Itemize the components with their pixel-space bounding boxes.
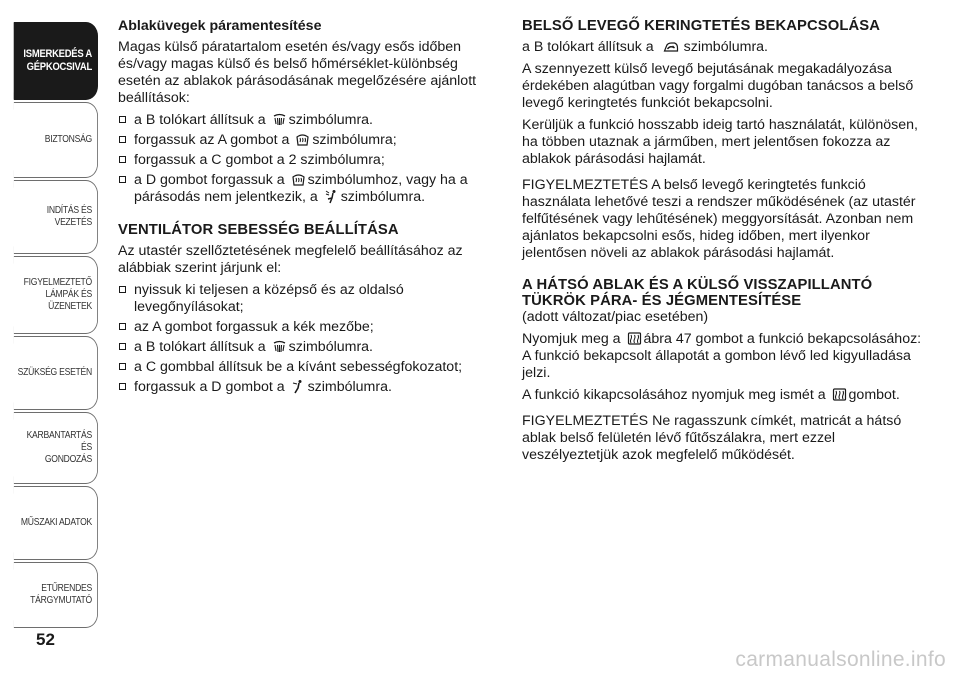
intro-paragraph: Az utastér szellőztetésének megfelelő beállításához az alábbiak szerint járjunk el: bbox=[118, 243, 463, 276]
paragraph-text: ábra 47 gombot a funkció bekapcsolásához: A funkció bekapcsolt állapotát a gombon lévő led kigyulladása jelzi. bbox=[522, 331, 922, 381]
tab-label: ISMERKEDÉS A GÉPKOCSIVAL bbox=[23, 48, 92, 73]
item-text: szimbólumra. bbox=[288, 112, 373, 128]
defrost-icon bbox=[291, 172, 306, 187]
item-text: szimbólumra; bbox=[312, 132, 397, 148]
fan-icon bbox=[272, 339, 287, 354]
checkbox-bullet-icon bbox=[119, 156, 126, 163]
paragraph bbox=[522, 39, 922, 56]
paragraph-text: Nyomjuk meg a bbox=[522, 331, 625, 347]
warning-paragraph: FIGYELMEZTETÉS A belső levegő keringtetés funkció használata lehetővé teszi a rendszer működésének (az utastér felfűtésének vagy lehűtésének) meggyorsítását. Azonban nem ajánlatos bekapcsolni esős, hideg időben, mert ilyenkor jelentősen növeli az ablakok párásodási hajlamát. bbox=[522, 177, 916, 261]
tab-label: KARBANTARTÁS ÉS GONDOZÁS bbox=[26, 430, 92, 465]
checkbox-bullet-icon bbox=[119, 176, 126, 183]
item-text: forgassuk az A gombot a bbox=[134, 132, 294, 148]
paragraph bbox=[522, 331, 922, 382]
item-text: szimbólumra. bbox=[340, 189, 426, 205]
list-item bbox=[118, 152, 503, 169]
tab-targymutato[interactable] bbox=[14, 562, 98, 628]
intro-paragraph: Magas külső páratartalom esetén és/vagy esős időben és/vagy magas külső és belső hőmérséklet-különbség esetén az ablakok párásodásának megelőzésére ajánlott beállítások: bbox=[118, 39, 477, 106]
paragraph-text: a B tolókart állítsuk a bbox=[522, 39, 658, 55]
item-text: a D gombot forgassuk a bbox=[134, 172, 289, 188]
paragraph-text: gombot. bbox=[848, 387, 900, 403]
tab-label: MŰSZAKI ADATOK bbox=[20, 517, 92, 528]
tab-label: SZÜKSÉG ESETÉN bbox=[17, 367, 92, 378]
list-item bbox=[118, 172, 503, 206]
face-vent-icon bbox=[291, 379, 306, 394]
paragraph-text: szimbólumra. bbox=[683, 39, 768, 55]
rear-defrost-icon bbox=[627, 331, 642, 346]
tab-label: INDÍTÁS ÉS VEZETÉS bbox=[46, 205, 92, 228]
tab-label: FIGYELMEZTETŐ LÁMPÁK ÉS ÜZENETEK bbox=[23, 277, 92, 312]
section-subheading: Ablaküvegek páramentesítése bbox=[118, 18, 322, 34]
paragraph-text: A funkció kikapcsolásához nyomjuk meg ismét a bbox=[522, 387, 830, 403]
list-item bbox=[118, 112, 503, 129]
list-item bbox=[118, 282, 503, 316]
warning-paragraph: FIGYELMEZTETÉS Ne ragasszunk címkét, matricát a hátsó ablak belső felületén lévő fűtőszálakra, mert ezzel veszélyeztetjük azok megfelelő működését. bbox=[522, 413, 902, 463]
list-item bbox=[118, 319, 503, 336]
section-heading: VENTILÁTOR SEBESSÉG BEÁLLÍTÁSA bbox=[118, 222, 399, 238]
checkbox-bullet-icon bbox=[119, 383, 126, 390]
paragraph: Kerüljük a funkció hosszabb ideig tartó használatát, különösen, ha többen utaznak a járműben, mert jelentősen fokozza az ablakok párásodási hajlamát. bbox=[522, 117, 918, 167]
right-column bbox=[522, 18, 922, 469]
tab-muszaki[interactable] bbox=[14, 486, 98, 560]
checkbox-bullet-icon bbox=[119, 116, 126, 123]
item-text: szimbólumra. bbox=[307, 379, 392, 395]
tab-figyelmezteto[interactable] bbox=[14, 256, 98, 334]
tab-label: BIZTONSÁG bbox=[44, 134, 92, 145]
item-text: a B tolókart állítsuk a bbox=[134, 339, 270, 355]
list-item bbox=[118, 132, 503, 149]
tab-inditas[interactable] bbox=[14, 180, 98, 254]
checkbox-bullet-icon bbox=[119, 323, 126, 330]
item-text: a B tolókart állítsuk a bbox=[134, 112, 270, 128]
list-item bbox=[118, 339, 503, 356]
tab-szukseg[interactable] bbox=[14, 336, 98, 410]
heading-note: (adott változat/piac esetében) bbox=[522, 309, 709, 325]
defrost-icon bbox=[295, 132, 310, 147]
item-text: forgassuk a D gombot a bbox=[134, 379, 289, 395]
paragraph: A szennyezett külső levegő bejutásának megakadályozása érdekében alagútban vagy forgalmi dugóban tanácsos a belső levegő keringtetés funkciót bekapcsolni. bbox=[522, 61, 914, 111]
item-text: a C gombbal állítsuk be a kívánt sebességfokozatot; bbox=[134, 359, 463, 375]
fan-speed-list bbox=[118, 282, 503, 396]
item-text: nyissuk ki teljesen a középső és az oldalsó levegőnyílásokat; bbox=[134, 282, 404, 315]
fan-icon bbox=[272, 112, 287, 127]
item-text: szimbólumra. bbox=[288, 339, 373, 355]
section-heading: A HÁTSÓ ABLAK ÉS A KÜLSŐ VISSZAPILLANTÓ TÜKRÖK PÁRA- ÉS JÉGMENTESÍTÉSE bbox=[522, 277, 873, 309]
watermark: carmanualsonline.info bbox=[735, 648, 946, 671]
tab-label: ETŰRENDES TÁRGYMUTATÓ bbox=[30, 583, 92, 606]
section-heading: BELSŐ LEVEGŐ KERINGTETÉS BEKAPCSOLÁSA bbox=[522, 18, 881, 34]
tab-biztonsag[interactable] bbox=[14, 102, 98, 178]
list-item bbox=[118, 379, 503, 396]
paragraph bbox=[522, 387, 922, 404]
tab-ismerkedes[interactable] bbox=[14, 22, 98, 100]
rear-defrost-icon bbox=[832, 387, 847, 402]
airflow-icon bbox=[324, 189, 339, 204]
recirculation-icon bbox=[660, 39, 682, 54]
item-text: forgassuk a C gombot a 2 szimbólumra; bbox=[134, 152, 385, 168]
checkbox-bullet-icon bbox=[119, 343, 126, 350]
left-column bbox=[118, 18, 503, 402]
list-item bbox=[118, 359, 503, 376]
defog-settings-list bbox=[118, 112, 503, 206]
checkbox-bullet-icon bbox=[119, 286, 126, 293]
item-text: az A gombot forgassuk a kék mezőbe; bbox=[134, 319, 374, 335]
tab-karbantartas[interactable] bbox=[14, 412, 98, 484]
page-number: 52 bbox=[36, 630, 55, 649]
item-text: szimbólumhoz, vagy ha a párásodás nem jelentkezik, a bbox=[134, 172, 468, 205]
checkbox-bullet-icon bbox=[119, 136, 126, 143]
checkbox-bullet-icon bbox=[119, 363, 126, 370]
